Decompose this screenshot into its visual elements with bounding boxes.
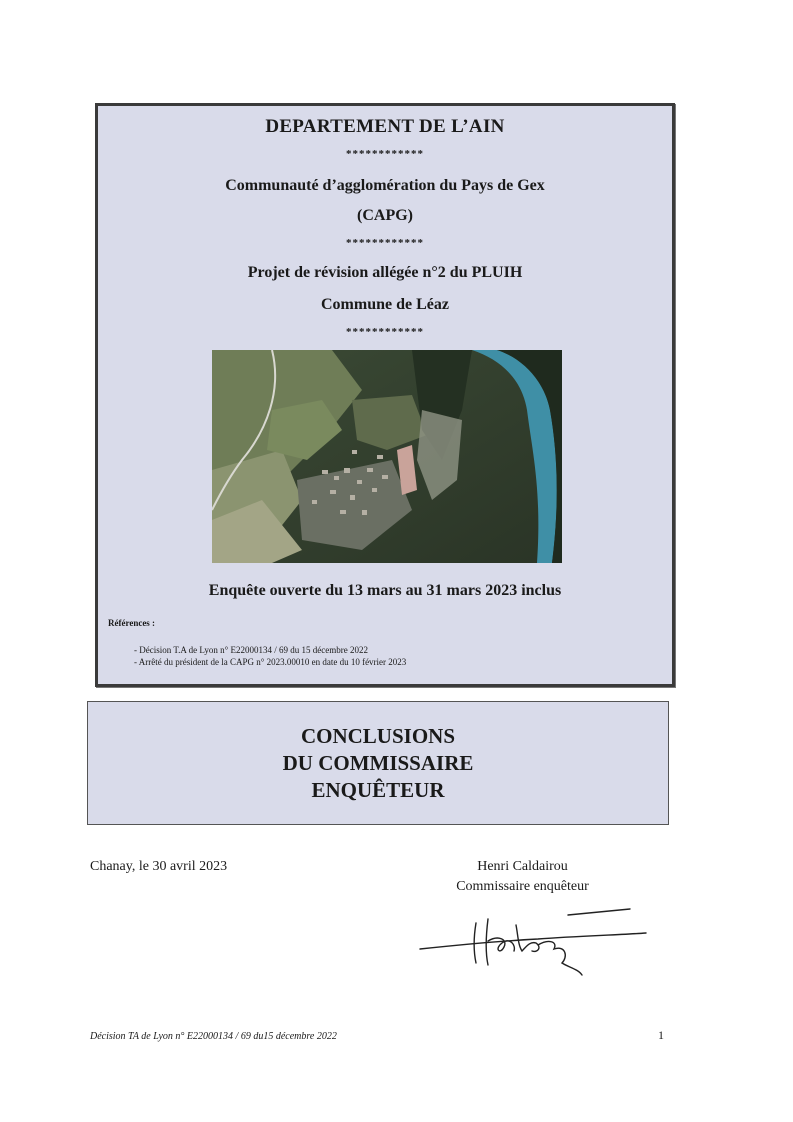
conclusions-title-line: CONCLUSIONS	[300, 724, 456, 748]
commune-name: Commune de Léaz	[321, 296, 449, 313]
community-name: Communauté d’agglomération du Pays de Gex	[225, 177, 545, 194]
signer-name: Henri Caldairou	[477, 859, 568, 874]
references-title: Références :	[108, 618, 156, 628]
stars-separator: ************	[346, 326, 424, 338]
aerial-photo	[212, 350, 562, 563]
reference-item: - Décision T.A de Lyon n° E22000134 / 69 du 15 décembre 2022	[134, 644, 406, 656]
stars-separator: ************	[346, 237, 424, 249]
handwritten-signature	[418, 905, 650, 977]
signer-block	[440, 857, 605, 897]
stars-separator: ************	[346, 148, 424, 160]
conclusions-title-line: ENQUÊTEUR	[311, 778, 445, 802]
cover-box	[95, 103, 675, 687]
community-abbr: (CAPG)	[357, 207, 413, 224]
place-date: Chanay, le 30 avril 2023	[90, 859, 228, 874]
signer-title: Commissaire enquêteur	[456, 879, 589, 894]
conclusions-title-line: DU COMMISSAIRE	[282, 751, 474, 775]
reference-item: - Arrêté du président de la CAPG n° 2023.00010 en date du 10 février 2023	[134, 656, 406, 668]
references-list	[134, 644, 406, 668]
page-number: 1	[658, 1028, 664, 1042]
footer-reference: Décision TA de Lyon n° E22000134 / 69 du15 décembre 2022	[90, 1031, 337, 1042]
project-title: Projet de révision allégée n°2 du PLUIH	[247, 264, 523, 281]
conclusions-box	[87, 701, 669, 825]
inquiry-period: Enquête ouverte du 13 mars au 31 mars 2023 inclus	[208, 582, 562, 599]
department-title: DEPARTEMENT DE L’AIN	[265, 116, 505, 137]
